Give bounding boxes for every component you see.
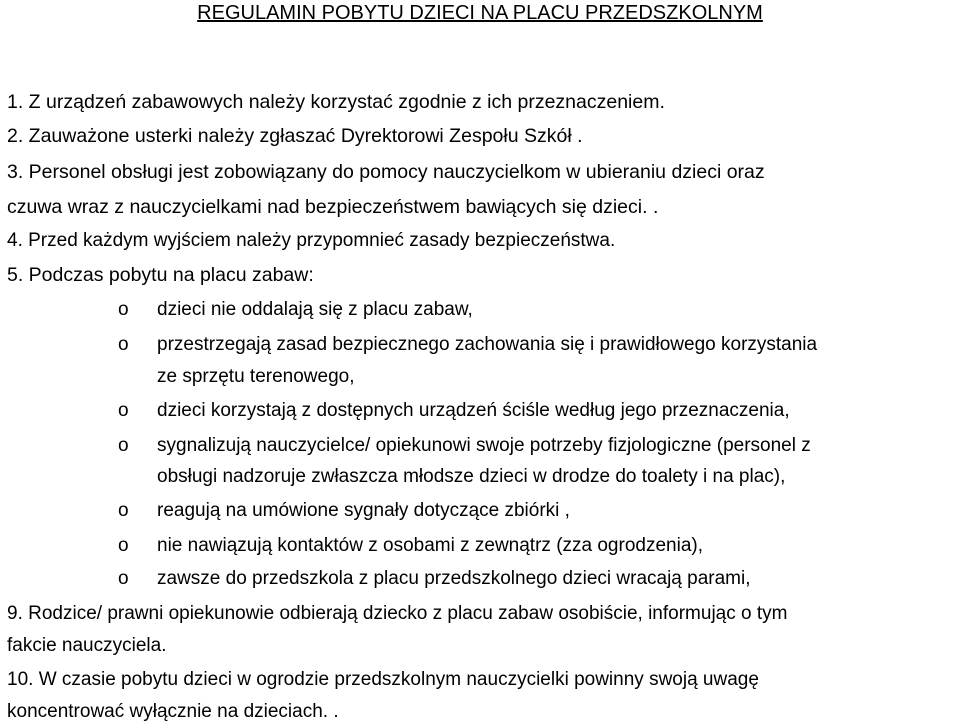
bullet-marker: o [118, 500, 129, 521]
rule-4: 4. Przed każdym wyjściem należy przypomnieć zasady bezpieczeństwa. [7, 230, 616, 251]
bullet-item: reagują na umówione sygnały dotyczące zbiórki , [157, 500, 570, 521]
bullet-item-continuation: obsługi nadzoruje zwłaszcza młodsze dzieci w drodze do toalety i na plac), [157, 466, 786, 487]
bullet-item: dzieci korzystają z dostępnych urządzeń ściśle według jego przeznaczenia, [157, 400, 790, 421]
rule-3-line-2: czuwa wraz z nauczycielkami nad bezpieczeństwem bawiących się dzieci. . [7, 196, 659, 218]
document-title: REGULAMIN POBYTU DZIECI NA PLACU PRZEDSZKOLNYM [197, 2, 763, 24]
bullet-item-continuation: ze sprzętu terenowego, [157, 366, 355, 387]
rule-3-line-1: 3. Personel obsługi jest zobowiązany do pomocy nauczycielkom w ubieraniu dzieci oraz [7, 161, 765, 183]
bullet-item: przestrzegają zasad bezpiecznego zachowania się i prawidłowego korzystania [157, 334, 818, 355]
bullet-marker: o [118, 299, 129, 320]
rule-5: 5. Podczas pobytu na placu zabaw: [7, 264, 314, 286]
bullet-item: zawsze do przedszkola z placu przedszkolnego dzieci wracają parami, [157, 568, 751, 589]
rule-10-line-2: koncentrować wyłącznie na dzieciach. . [7, 701, 339, 722]
bullet-item: dzieci nie oddalają się z placu zabaw, [157, 299, 473, 320]
rule-9-line-1: 9. Rodzice/ prawni opiekunowie odbierają dziecko z placu zabaw osobiście, informując o tym [7, 603, 788, 624]
rule-9-line-2: fakcie nauczyciela. [7, 635, 167, 656]
bullet-marker: o [118, 568, 129, 589]
bullet-item: nie nawiązują kontaktów z osobami z zewnątrz (zza ogrodzenia), [157, 535, 703, 556]
bullet-item: sygnalizują nauczycielce/ opiekunowi swoje potrzeby fizjologiczne (personel z [157, 435, 811, 456]
rule-1: 1. Z urządzeń zabawowych należy korzystać zgodnie z ich przeznaczeniem. [7, 91, 665, 113]
rule-10-line-1: 10. W czasie pobytu dzieci w ogrodzie przedszkolnym nauczycielki powinny swoją uwagę [7, 669, 759, 690]
bullet-marker: o [118, 535, 129, 556]
bullet-marker: o [118, 400, 129, 421]
rule-2: 2. Zauważone usterki należy zgłaszać Dyrektorowi Zespołu Szkół . [7, 125, 583, 147]
bullet-marker: o [118, 435, 129, 456]
bullet-marker: o [118, 334, 129, 355]
